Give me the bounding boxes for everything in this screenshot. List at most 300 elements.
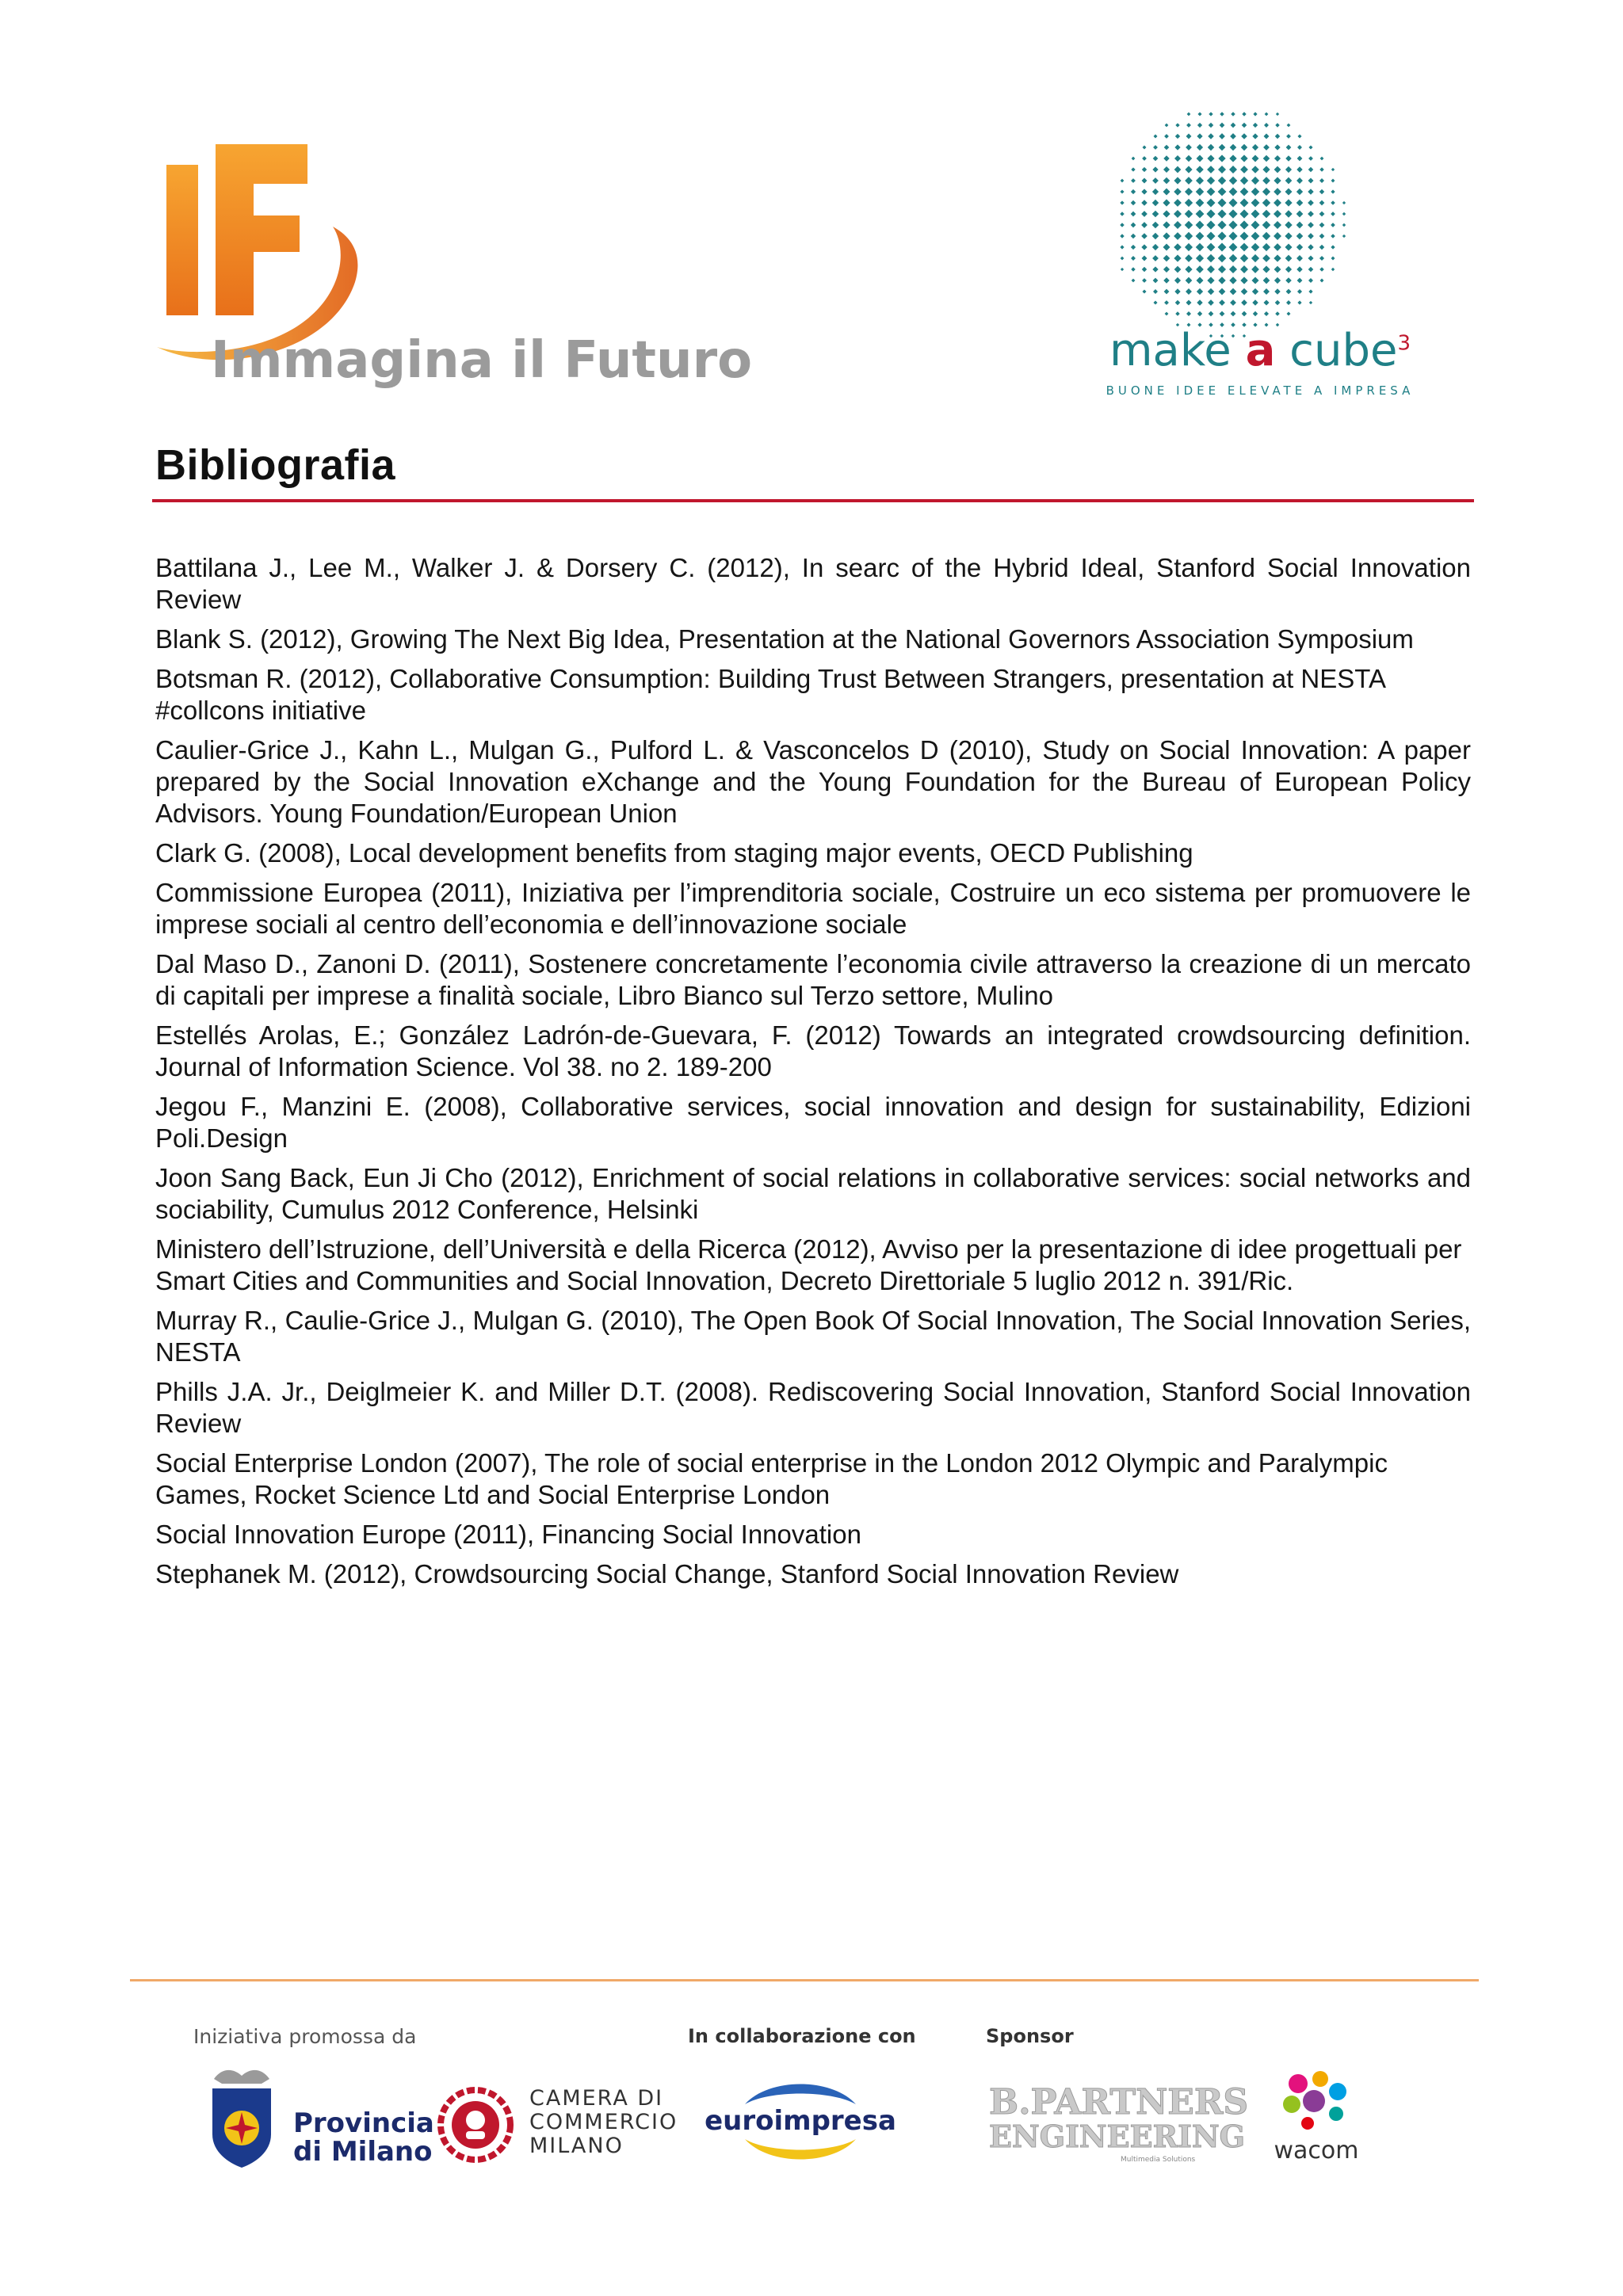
sphere-dot [1218, 265, 1226, 273]
sphere-dot [1207, 254, 1215, 262]
sphere-dot [1153, 289, 1158, 294]
sphere-dot [1331, 245, 1335, 249]
sphere-dot [1196, 265, 1204, 273]
sphere-dot [1174, 221, 1182, 229]
sphere-dot [1175, 311, 1179, 315]
sphere-dot [1242, 123, 1247, 128]
sphere-dot [1285, 243, 1292, 250]
sphere-dot [1296, 189, 1303, 195]
sphere-dot [1262, 221, 1271, 230]
sphere-dot [1164, 134, 1169, 139]
sphere-dot [1206, 198, 1215, 207]
sphere-dot [1262, 210, 1271, 219]
sphere-dot [1174, 177, 1181, 184]
sphere-dot [1229, 265, 1237, 273]
sphere-dot [1152, 189, 1159, 195]
sphere-dot [1229, 243, 1238, 252]
sphere-dot [1252, 288, 1258, 295]
bpartners-line-1: B.PARTNERS [989, 2082, 1249, 2122]
provincia-crest-icon [198, 2065, 285, 2169]
sphere-dot [1342, 212, 1346, 215]
sphere-dot [1331, 179, 1335, 183]
sphere-dot [1239, 198, 1248, 207]
sphere-dot [1153, 145, 1158, 150]
sphere-dot [1141, 222, 1148, 228]
sphere-dot [1174, 210, 1182, 218]
sphere-dot [1196, 221, 1205, 230]
sphere-dot [1286, 300, 1291, 305]
sphere-dot [1252, 144, 1258, 151]
sphere-dot [1120, 212, 1124, 215]
sphere-dot [1142, 178, 1148, 184]
sphere-dot [1239, 209, 1248, 218]
sphere-dot [1274, 277, 1281, 284]
sphere-dot [1240, 243, 1249, 252]
dotted-sphere-graphic [1078, 101, 1442, 339]
sphere-dot [1141, 189, 1147, 194]
sphere-dot [1331, 268, 1335, 271]
sphere-dot [1262, 265, 1270, 273]
camera-line-3: MILANO [529, 2134, 624, 2158]
sphere-dot [1252, 299, 1258, 305]
sphere-dot [1174, 266, 1182, 273]
sphere-dot [1196, 188, 1204, 196]
sphere-dot [1297, 289, 1302, 294]
sphere-dot [1186, 134, 1192, 139]
sphere-dot [1286, 289, 1292, 295]
sphere-dot [1196, 199, 1205, 208]
sphere-dot [1331, 223, 1335, 227]
sphere-dot [1131, 189, 1136, 194]
sphere-dot [1240, 265, 1248, 273]
sphere-dot [1231, 123, 1236, 128]
sphere-dot [1131, 200, 1136, 206]
sphere-dot [1217, 198, 1226, 207]
sphere-dot [1265, 113, 1269, 116]
bibliography-entry: Joon Sang Back, Eun Ji Cho (2012), Enrichment of social relations in collaborative services: social networks and sociability, Cumulus 2012 Conference, Helsinki [155, 1163, 1471, 1224]
sphere-dot [1297, 300, 1301, 304]
sphere-dot [1152, 233, 1159, 239]
sphere-dot [1206, 231, 1215, 240]
sphere-dot [1185, 243, 1193, 251]
sphere-dot [1209, 311, 1214, 317]
sphere-dot [1285, 255, 1293, 262]
sphere-dot [1262, 166, 1270, 173]
bibliography-entry: Social Innovation Europe (2011), Financing Social Innovation [155, 1520, 861, 1549]
sphere-dot [1252, 155, 1259, 162]
sphere-dot [1152, 222, 1159, 229]
sphere-dot [1263, 288, 1270, 295]
sphere-dot [1296, 233, 1304, 240]
sphere-dot [1263, 277, 1270, 284]
bibliography-entry: Jegou F., Manzini E. (2008), Collaborative services, social innovation and design for sustainability, Edizioni Poli.Design [155, 1092, 1471, 1153]
bibliography-entry: Caulier-Grice J., Kahn L., Mulgan G., Pulford L. & Vasconcelos D (2010), Study on Social Innovation: A paper prepared by the Social Innovation eXchange and the Young Foundation for the Bureau of European Policy Advisors. Young Foundation/European Union [155, 735, 1471, 828]
sphere-dot [1229, 154, 1236, 162]
sphere-dot [1241, 133, 1247, 139]
sphere-dot [1141, 211, 1148, 217]
sphere-dot [1308, 167, 1313, 172]
sphere-dot [1251, 277, 1258, 284]
sphere-dot [1142, 156, 1147, 161]
sphere-dot [1141, 244, 1147, 250]
sphere-dot [1230, 133, 1236, 139]
sphere-dot [1308, 145, 1312, 149]
sphere-dot [1165, 124, 1169, 128]
sphere-dot [1262, 254, 1270, 262]
sphere-dot [1219, 299, 1225, 306]
sphere-dot [1274, 199, 1281, 207]
sphere-dot [1120, 234, 1124, 238]
sphere-dot [1121, 179, 1125, 183]
sphere-dot [1153, 278, 1159, 284]
wordmark-superscript: 3 [1397, 331, 1411, 356]
sphere-dot [1274, 266, 1281, 273]
sphere-dot [1142, 256, 1148, 261]
sphere-dot [1308, 189, 1313, 194]
sphere-dot [1240, 177, 1248, 185]
sphere-dot [1251, 254, 1259, 262]
sphere-dot [1287, 312, 1291, 316]
sphere-dot [1251, 210, 1260, 219]
sphere-dot [1274, 188, 1281, 196]
wacom-wordmark: wacom [1274, 2137, 1359, 2164]
sphere-dot [1174, 232, 1182, 240]
sphere-dot [1185, 265, 1192, 273]
sphere-dot [1164, 300, 1169, 305]
sphere-dot [1220, 311, 1225, 317]
sphere-dot [1120, 200, 1124, 204]
sphere-dot [1174, 254, 1181, 261]
sphere-dot [1153, 300, 1157, 304]
sphere-dot [1121, 257, 1125, 261]
sphere-dot [1319, 212, 1325, 217]
sphere-dot [1331, 189, 1335, 193]
sphere-dot [1262, 188, 1270, 196]
sphere-dot [1187, 113, 1191, 116]
sphere-dot [1264, 134, 1270, 139]
sphere-dot [1174, 188, 1182, 196]
sphere-dot [1274, 232, 1281, 240]
sphere-dot [1308, 233, 1314, 239]
sphere-dot [1228, 198, 1237, 207]
sphere-dot [1197, 133, 1202, 139]
sphere-dot [1163, 266, 1170, 273]
sphere-dot [1142, 289, 1146, 293]
sphere-dot [1285, 266, 1292, 273]
sphere-dot [1163, 255, 1170, 262]
sphere-dot [1285, 210, 1292, 217]
if-letter-i [166, 165, 198, 315]
sphere-dot [1319, 245, 1324, 250]
sphere-dot [1286, 134, 1291, 139]
sphere-dot [1274, 155, 1281, 162]
sphere-dot [1229, 188, 1238, 196]
sphere-dot [1131, 212, 1136, 217]
sphere-dot [1218, 188, 1227, 196]
sphere-dot [1319, 223, 1325, 228]
sphere-dot [1142, 167, 1147, 172]
sphere-dot [1141, 200, 1148, 206]
sphere-dot [1186, 288, 1192, 295]
sphere-dot [1196, 243, 1205, 252]
camera-line-1: CAMERA DI [529, 2086, 664, 2111]
sphere-dot [1262, 232, 1270, 240]
make-a-cube-logo [1078, 101, 1442, 402]
euroimpresa-arc-top [745, 2084, 856, 2105]
sphere-dot [1163, 166, 1170, 173]
sphere-dot [1251, 265, 1259, 273]
sphere-dot [1120, 189, 1124, 193]
sphere-dot [1218, 166, 1226, 174]
sphere-dot [1319, 234, 1325, 239]
sphere-dot [1229, 277, 1236, 284]
sphere-dot [1331, 212, 1335, 216]
sphere-dot [1320, 157, 1324, 161]
sphere-dot [1197, 112, 1201, 116]
sphere-dot [1186, 299, 1191, 305]
sphere-dot [1274, 144, 1280, 150]
bibliography-entry: Ministero dell’Istruzione, dell’Università e della Ricerca (2012), Avviso per la presentazione di idee progettuali per Smart Cities and Communities and Social Innovation, Decreto Direttoriale 5 luglio 2012 n. 391/Ric. [155, 1234, 1462, 1295]
bibliography-entry: Clark G. (2008), Local development benefits from staging major events, OECD Publishing [155, 838, 1193, 868]
sphere-dot [1239, 231, 1248, 240]
sphere-dot [1196, 177, 1204, 185]
sphere-dot [1251, 188, 1260, 196]
sphere-dot [1262, 243, 1270, 251]
sphere-dot [1285, 232, 1292, 239]
collaboration-label: In collaborazione con [688, 2025, 916, 2047]
sphere-dot [1185, 177, 1193, 185]
sphere-dot [1208, 133, 1214, 139]
sphere-dot [1308, 289, 1312, 293]
sphere-dot [1342, 223, 1346, 227]
sphere-dot [1152, 255, 1159, 261]
sphere-dot [1296, 244, 1303, 250]
sphere-dot [1141, 233, 1148, 239]
sphere-dot [1228, 231, 1237, 240]
sphere-dot [1275, 311, 1280, 316]
sphere-dot [1296, 177, 1303, 184]
sphere-dot [1174, 166, 1182, 174]
sphere-dot [1152, 244, 1159, 250]
sphere-dot [1285, 177, 1293, 185]
sphere-dot [1275, 123, 1279, 127]
camera-commercio-name [529, 2087, 678, 2158]
sphere-dot [1185, 166, 1192, 173]
sphere-dot [1239, 220, 1248, 229]
sphere-dot [1228, 209, 1237, 218]
bibliography-entry: Dal Maso D., Zanoni D. (2011), Sostenere concretamente l’economia civile attraverso la creazione di un mercato di capitali per imprese a finalità sociale, Libro Bianco sul Terzo settore, Mulino [155, 949, 1471, 1010]
sphere-dot [1230, 288, 1237, 296]
sphere-dot [1220, 112, 1224, 116]
sphere-dot [1274, 243, 1281, 251]
sphere-dot [1186, 155, 1193, 162]
sphere-dot [1186, 311, 1191, 316]
bibliography-entry: Stephanek M. (2012), Crowdsourcing Social Change, Stanford Social Innovation Review [155, 1559, 1179, 1589]
sphere-dot [1285, 155, 1291, 161]
sphere-dot [1217, 231, 1226, 240]
sphere-dot [1274, 177, 1281, 184]
sphere-dot [1218, 154, 1225, 162]
sphere-dot [1206, 220, 1215, 229]
sphere-dot [1218, 277, 1225, 284]
sphere-dot [1219, 144, 1226, 151]
sphere-dot [1197, 155, 1204, 162]
wacom-logo [1265, 2065, 1368, 2168]
sphere-dot [1163, 244, 1170, 251]
sphere-dot [1275, 134, 1280, 139]
sphere-dot [1152, 211, 1159, 218]
sphere-dot [1174, 277, 1181, 284]
wordmark-make: make [1109, 325, 1232, 376]
sphere-dot [1218, 254, 1227, 263]
make-a-cube-wordmark [1078, 325, 1442, 376]
sphere-dot [1308, 222, 1314, 228]
sphere-dot [1229, 177, 1237, 185]
sphere-dot [1264, 311, 1269, 316]
sphere-dot [1218, 177, 1226, 185]
sphere-dot [1131, 167, 1135, 171]
sphere-dot [1207, 265, 1215, 273]
sphere-dot [1163, 177, 1170, 185]
camera-commercio-emblem-icon [436, 2085, 515, 2164]
sphere-dot [1274, 221, 1281, 229]
sphere-dot [1251, 221, 1260, 230]
sphere-dot [1285, 188, 1292, 195]
sphere-dot [1197, 288, 1203, 295]
sphere-dot [1207, 188, 1216, 196]
bibliography-entry: Social Enterprise London (2007), The role of social enterprise in the London 2012 Olympic and Paralympic Games, Rocket Science Ltd and Social Enterprise London [155, 1448, 1388, 1509]
sphere-dot [1174, 288, 1180, 294]
sphere-dot [1331, 257, 1335, 261]
sphere-dot [1241, 288, 1248, 296]
sphere-dot [1207, 154, 1214, 162]
sphere-dot [1174, 144, 1180, 150]
sphere-dot [1275, 300, 1281, 306]
sphere-dot [1174, 155, 1181, 162]
sphere-dot [1274, 166, 1281, 174]
sphere-dot [1175, 300, 1180, 305]
sphere-dot [1220, 123, 1225, 128]
sphere-dot [1175, 123, 1179, 127]
sphere-dot [1121, 268, 1124, 271]
bpartners-line-2: ENGINEERING [989, 2119, 1246, 2154]
provincia-line-2: di Milano [293, 2136, 433, 2168]
sphere-dot [1207, 277, 1214, 284]
wordmark-cube: cube [1289, 325, 1398, 376]
sphere-dot [1185, 254, 1193, 262]
sphere-dot [1152, 177, 1159, 184]
sphere-dot [1229, 254, 1238, 263]
sphere-dot [1219, 288, 1226, 296]
sphere-dot [1163, 199, 1170, 206]
sphere-dot [1253, 311, 1258, 316]
sphere-dot [1308, 211, 1314, 217]
sphere-dot [1217, 220, 1226, 229]
sphere-dot [1206, 209, 1215, 218]
sphere-dot [1218, 243, 1227, 252]
sphere-dot [1120, 223, 1125, 227]
sphere-dot [1287, 124, 1291, 128]
sphere-dot [1219, 133, 1225, 139]
sphere-dot [1186, 123, 1191, 128]
camera-line-2: COMMERCIO [529, 2110, 678, 2134]
sphere-dot [1154, 135, 1158, 139]
sphere-dot [1296, 166, 1302, 172]
sphere-dot [1240, 154, 1247, 162]
bibliography-entry: Blank S. (2012), Growing The Next Big Idea, Presentation at the National Governors Association Symposium [155, 624, 1414, 654]
sphere-dot [1197, 311, 1202, 316]
page-title: Bibliografia [155, 441, 396, 489]
sphere-dot [1142, 267, 1147, 272]
sphere-dot [1208, 288, 1215, 296]
sphere-dot [1319, 256, 1324, 261]
sphere-dot [1274, 210, 1281, 218]
sphere-dot [1285, 221, 1292, 228]
sphere-dot [1308, 177, 1313, 183]
sphere-dot [1185, 232, 1193, 240]
if-letter-f [216, 144, 307, 315]
sphere-dot [1131, 234, 1136, 239]
sphere-dot [1296, 255, 1303, 261]
footer-divider [130, 1979, 1479, 1981]
provincia-di-milano-name [293, 2109, 434, 2166]
sphere-dot [1240, 277, 1247, 284]
sphere-dot [1185, 221, 1193, 229]
sphere-dot [1174, 243, 1182, 251]
sphere-dot [1131, 223, 1136, 228]
title-divider [152, 499, 1474, 502]
wordmark-a: a [1245, 325, 1276, 376]
promoted-by-label: Iniziativa promossa da [193, 2025, 417, 2048]
sphere-dot [1252, 133, 1258, 139]
sphere-dot [1274, 288, 1280, 294]
sphere-dot [1262, 199, 1270, 207]
sphere-dot [1241, 144, 1247, 151]
sphere-dot [1186, 277, 1193, 284]
sphere-dot [1240, 166, 1248, 174]
make-a-cube-tagline: BUONE IDEE ELEVATE A IMPRESA [1106, 383, 1415, 398]
sphere-dot [1228, 220, 1237, 229]
sphere-dot [1251, 177, 1259, 185]
bibliography-list [155, 552, 1471, 1598]
sphere-dot [1308, 278, 1313, 283]
sphere-dot [1342, 235, 1346, 238]
sphere-dot [1175, 134, 1180, 139]
sphere-dot [1231, 311, 1236, 317]
sphere-dot [1185, 210, 1193, 218]
sphere-dot [1285, 277, 1292, 284]
sphere-dot [1142, 278, 1147, 283]
bibliography-entry: Estellés Arolas, E.; González Ladrón-de-Guevara, F. (2012) Towards an integrated crowdsourcing definition. Journal of Information Science. Vol 38. no 2. 189-200 [155, 1020, 1471, 1081]
sphere-dot [1297, 145, 1302, 150]
sphere-dot [1185, 188, 1193, 196]
sphere-dot [1285, 199, 1292, 206]
sphere-dot [1164, 289, 1170, 295]
bibliography-entry: Botsman R. (2012), Collaborative Consumption: Building Trust Between Strangers, presentation at NESTA #collcons initiative [155, 664, 1385, 725]
sphere-dot [1263, 155, 1270, 162]
sphere-dot [1208, 144, 1214, 151]
sphere-dot [1229, 166, 1237, 174]
sphere-dot [1132, 279, 1136, 283]
sphere-dot [1152, 166, 1158, 172]
sphere-dot [1196, 166, 1204, 174]
sphere-dot [1131, 267, 1135, 271]
sphere-dot [1308, 156, 1313, 161]
sphere-dot [1186, 144, 1192, 151]
sphere-dot [1251, 232, 1260, 241]
sphere-dot [1296, 200, 1304, 207]
sphere-dot [1163, 221, 1170, 228]
